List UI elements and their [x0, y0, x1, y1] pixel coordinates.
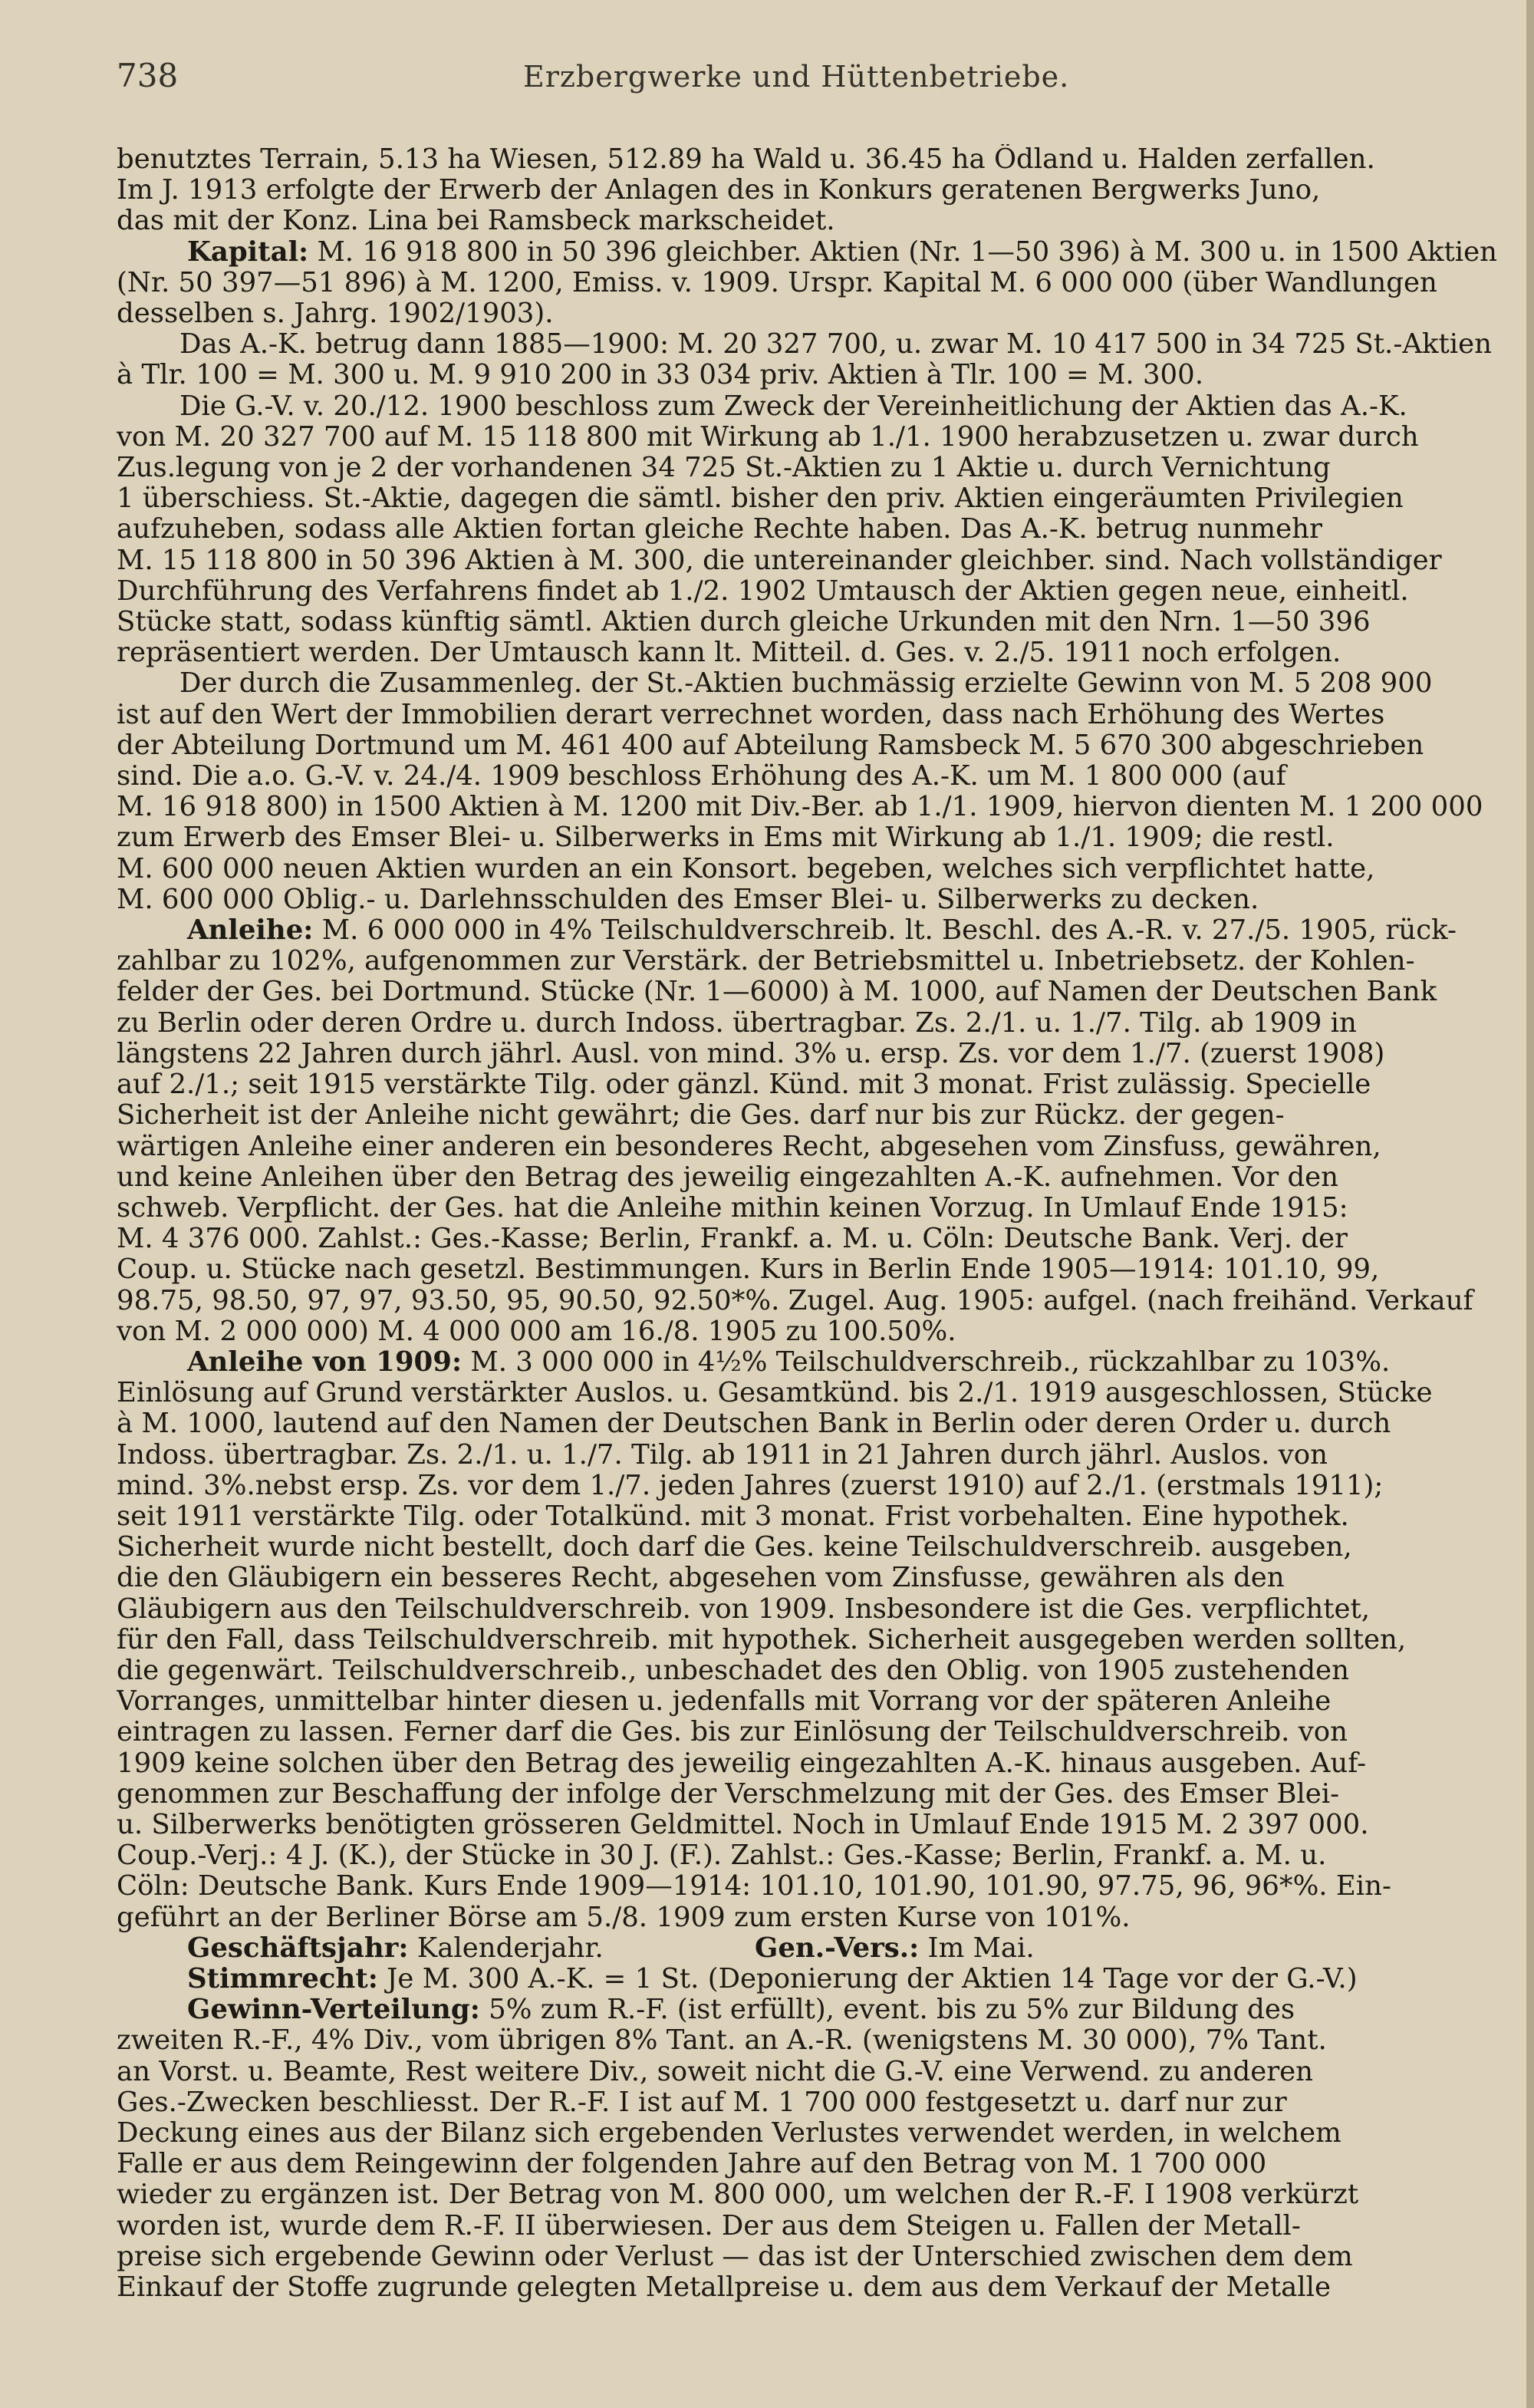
text-line: 98.75, 98.50, 97, 97, 93.50, 95, 90.50, 92.50*%. Zugel. Aug. 1905: aufgel. (nach freihänd. Verkauf: [117, 1285, 1473, 1316]
text-line: Zus.legung von je 2 der vorhandenen 34 725 St.-Aktien zu 1 Aktie u. durch Vernichtung: [117, 453, 1331, 484]
text-line: Gewinn-Verteilung: 5% zum R.-F. (ist erfüllt), event. bis zu 5% zur Bildung des: [187, 1995, 1295, 2026]
text-line: Vorranges, unmittelbar hinter diesen u. jedenfalls mit Vorrang vor der späteren Anleihe: [117, 1686, 1332, 1718]
text-line: der Abteilung Dortmund um M. 461 400 auf Abteilung Ramsbeck M. 5 670 300 abgeschrieben: [117, 730, 1424, 761]
section-lead: Geschäftsjahr:: [187, 1932, 409, 1964]
text-line: Coup.-Verj.: 4 J. (K.), der Stücke in 30 J. (F.). Zahlst.: Ges.-Kasse; Berlin, Frankf. a. M. u.: [117, 1840, 1327, 1872]
text-line: schweb. Verpflicht. der Ges. hat die Anleihe mithin keinen Vorzug. In Umlauf Ende 1915:: [117, 1192, 1348, 1224]
text-line: genommen zur Beschaffung der infolge der Verschmelzung mit der Ges. des Emser Blei-: [117, 1778, 1340, 1810]
paragraph-anleihe-1909: [117, 1347, 1505, 1933]
text-line: Cöln: Deutsche Bank. Kurs Ende 1909—1914: 101.10, 101.90, 101.90, 97.75, 96, 96*%. Ein-: [117, 1871, 1391, 1902]
text-line: aufzuheben, sodass alle Aktien fortan gleiche Rechte haben. Das A.-K. betrug nunmehr: [117, 514, 1322, 545]
text-line: wärtigen Anleihe einer anderen ein besonderes Recht, abgesehen vom Zinsfuss, gewähren,: [117, 1131, 1381, 1162]
section-lead: Gewinn-Verteilung:: [187, 1995, 480, 2026]
text-line: die gegenwärt. Teilschuldverschreib., unbeschadet des den Oblig. von 1905 zustehenden: [117, 1655, 1349, 1686]
text-line: M. 4 376 000. Zahlst.: Ges.-Kasse; Berlin, Frankf. a. M. u. Cöln: Deutsche Bank. Verj. der: [117, 1224, 1348, 1255]
text-line: an Vorst. u. Beamte, Rest weitere Div., soweit nicht die G.-V. eine Verwend. zu anderen: [117, 2056, 1314, 2087]
text-line: worden ist, wurde dem R.-F. II überwiesen. Der aus dem Steigen u. Fallen der Metall-: [117, 2210, 1301, 2242]
text-line: wieder zu ergänzen ist. Der Betrag von M. 800 000, um welchen der R.-F. I 1908 verkürzt: [117, 2179, 1359, 2211]
text-line: Kapital: M. 16 918 800 in 50 396 gleichber. Aktien (Nr. 1—50 396) à M. 300 u. in 1500 Aktien: [187, 236, 1498, 268]
text-line: und keine Anleihen über den Betrag des jeweilig eingezahlten A.-K. aufnehmen. Vor den: [117, 1161, 1339, 1193]
text-line: M. 600 000 neuen Aktien wurden an ein Konsort. begeben, welches sich verpflichtet hatte,: [117, 853, 1375, 884]
text-line: Falle er aus dem Reingewinn der folgenden Jahre auf den Betrag von M. 1 700 000: [117, 2149, 1267, 2180]
text-line: Sicherheit ist der Anleihe nicht gewährt; die Ges. darf nur bis zur Rückz. der gegen-: [117, 1100, 1285, 1132]
text-line: 1909 keine solchen über den Betrag des jeweilig eingezahlten A.-K. hinaus ausgeben. Auf-: [117, 1748, 1367, 1779]
text-line: M. 15 118 800 in 50 396 Aktien à M. 300, die untereinander gleichber. sind. Nach vollständiger: [117, 545, 1442, 576]
text-line: à M. 1000, lautend auf den Namen der Deutschen Bank in Berlin oder deren Order u. durch: [117, 1408, 1391, 1440]
text-line: seit 1911 verstärkte Tilg. oder Totalkünd. mit 3 monat. Frist vorbehalten. Eine hypothek.: [117, 1500, 1349, 1532]
text-line: zweiten R.-F., 4% Div., vom übrigen 8% Tant. an A.-R. (wenigstens M. 30 000), 7% Tant.: [117, 2025, 1327, 2057]
text-line: Gläubigern aus den Teilschuldverschreib. von 1909. Insbesondere ist die Ges. verpflichtet,: [117, 1593, 1371, 1625]
text-line: Das A.-K. betrug dann 1885—1900: M. 20 327 700, u. zwar M. 10 417 500 in 34 725 St.-Aktien: [179, 329, 1492, 361]
text-line: felder der Ges. bei Dortmund. Stücke (Nr. 1—6000) à M. 1000, auf Namen der Deutschen Bank: [117, 977, 1437, 1008]
section-lead: Gen.-Vers.:: [755, 1932, 920, 1964]
paragraph-gewinn-verteilung: [117, 1995, 1505, 2303]
text-line: M. 600 000 Oblig.- u. Darlehnsschulden des Emser Blei- u. Silberwerks zu decken.: [117, 884, 1259, 915]
paragraph-gv-1900: [117, 391, 1505, 669]
text-line: von M. 2 000 000) M. 4 000 000 am 16./8. 1905 zu 100.50%.: [117, 1316, 956, 1347]
section-lead: Stimmrecht:: [187, 1963, 378, 1995]
paragraph-property: [117, 144, 1505, 237]
text-line: das mit der Konz. Lina bei Ramsbeck markscheidet.: [117, 206, 835, 237]
text-line: Anleihe von 1909: M. 3 000 000 in 4½% Teilschuldverschreib., rückzahlbar zu 103%.: [187, 1346, 1391, 1378]
text-line: zu Berlin oder deren Ordre u. durch Indoss. übertragbar. Zs. 2./1. u. 1./7. Tilg. ab 1909 in: [117, 1007, 1357, 1039]
text-line: Stücke statt, sodass künftig sämtl. Aktien durch gleiche Urkunden mit den Nrn. 1—50 396: [117, 607, 1371, 638]
text-line: zahlbar zu 102%, aufgenommen zur Verstärk. der Betriebsmittel u. Inbetriebsetz. der Kohlen-: [117, 946, 1415, 977]
text-line: 1 überschiess. St.-Aktie, dagegen die sämtl. bisher den priv. Aktien eingeräumten Privilegien: [117, 483, 1404, 515]
text-line: u. Silberwerks benötigten grösseren Geldmittel. Noch in Umlauf Ende 1915 M. 2 397 000.: [117, 1809, 1369, 1840]
text-line: sind. Die a.o. G.-V. v. 24./4. 1909 beschloss Erhöhung des A.-K. um M. 1 800 000 (auf: [117, 761, 1286, 792]
text-line: Coup. u. Stücke nach gesetzl. Bestimmungen. Kurs in Berlin Ende 1905—1914: 101.10, 99,: [117, 1254, 1380, 1286]
text-line: längstens 22 Jahren durch jährl. Ausl. von mind. 3% u. ersp. Zs. vor dem 1./7. (zuerst 1908): [117, 1038, 1385, 1069]
paragraph-ak-history: [117, 329, 1505, 390]
page-edge: [1526, 0, 1534, 2408]
page-header: [117, 57, 1505, 110]
geschaeftsjahr: Geschäftsjahr: Kalenderjahr.: [187, 1932, 604, 1964]
text-line: repräsentiert werden. Der Umtausch kann lt. Mitteil. d. Ges. v. 2./5. 1911 noch erfolgen.: [117, 637, 1341, 669]
text-line: Stimmrecht: Je M. 300 A.-K. = 1 St. (Deponierung der Aktien 14 Tage vor der G.-V.): [187, 1963, 1358, 1995]
text-line: auf 2./1.; seit 1915 verstärkte Tilg. oder gänzl. Künd. mit 3 monat. Frist zulässig. Specielle: [117, 1069, 1371, 1101]
text-line: (Nr. 50 397—51 896) à M. 1200, Emiss. v. 1909. Urspr. Kapital M. 6 000 000 (über Wandlungen: [117, 267, 1437, 298]
text-line: ist auf den Wert der Immobilien derart verrechnet worden, dass nach Erhöhung des Wertes: [117, 699, 1385, 730]
text-line: eintragen zu lassen. Ferner darf die Ges. bis zur Einlösung der Teilschuldverschreib. von: [117, 1717, 1348, 1748]
page-number: 738: [117, 57, 179, 94]
gen-vers: Gen.-Vers.: Im Mai.: [755, 1932, 1035, 1964]
running-title: Erzbergwerke und Hüttenbetriebe.: [523, 60, 1070, 94]
text-line: desselben s. Jahrg. 1902/1903).: [117, 298, 554, 330]
text-line: benutztes Terrain, 5.13 ha Wiesen, 512.89 ha Wald u. 36.45 ha Ödland u. Halden zerfallen.: [117, 144, 1375, 175]
text-line: geführt an der Berliner Börse am 5./8. 1909 zum ersten Kurse von 101%.: [117, 1902, 1131, 1933]
paragraph-kapital: [117, 237, 1505, 330]
text-line: preise sich ergebende Gewinn oder Verlust — das ist der Unterschied zwischen dem dem: [117, 2241, 1353, 2272]
text-line: Einkauf der Stoffe zugrunde gelegten Metallpreise u. dem aus dem Verkauf der Metalle: [117, 2272, 1332, 2304]
text-line: Anleihe: M. 6 000 000 in 4% Teilschuldverschreib. lt. Beschl. des A.-R. v. 27./5. 1905, rück-: [187, 915, 1457, 947]
meta-row: [117, 1933, 1505, 1964]
text-line: Durchführung des Verfahrens findet ab 1./2. 1902 Umtausch der Aktien gegen neue, einheitl.: [117, 575, 1409, 607]
text-line: à Tlr. 100 = M. 300 u. M. 9 910 200 in 33 034 priv. Aktien à Tlr. 100 = M. 300.: [117, 360, 1204, 391]
text-line: Im J. 1913 erfolgte der Erwerb der Anlagen des in Konkurs geratenen Bergwerks Juno,: [117, 175, 1321, 206]
section-lead: Anleihe von 1909:: [187, 1346, 463, 1378]
paragraph-zusammenlegung: [117, 668, 1505, 915]
paragraph-stimmrecht: [117, 1964, 1505, 1995]
text-line: Der durch die Zusammenleg. der St.-Aktien buchmässig erzielte Gewinn von M. 5 208 900: [179, 668, 1433, 700]
text-line: Die G.-V. v. 20./12. 1900 beschloss zum Zweck der Vereinheitlichung der Aktien das A.-K.: [179, 390, 1407, 422]
text-line: Ges.-Zwecken beschliesst. Der R.-F. I ist auf M. 1 700 000 festgesetzt u. darf nur zur: [117, 2087, 1287, 2118]
text-line: zum Erwerb des Emser Blei- u. Silberwerks in Ems mit Wirkung ab 1./1. 1909; die restl.: [117, 822, 1335, 854]
paragraph-anleihe: [117, 915, 1505, 1347]
text-line: für den Fall, dass Teilschuldverschreib. mit hypothek. Sicherheit ausgegeben werden sollten,: [117, 1624, 1407, 1655]
text-line: Indoss. übertragbar. Zs. 2./1. u. 1./7. Tilg. ab 1911 in 21 Jahren durch jährl. Auslos. von: [117, 1439, 1328, 1471]
text-line: Sicherheit wurde nicht bestellt, doch darf die Ges. keine Teilschuldverschreib. ausgeben,: [117, 1532, 1352, 1563]
text-line: M. 16 918 800) in 1500 Aktien à M. 1200 mit Div.-Ber. ab 1./1. 1909, hiervon dienten M. 1 200 000: [117, 792, 1483, 823]
section-lead: Anleihe:: [187, 915, 314, 947]
text-line: die den Gläubigern ein besseres Recht, abgesehen vom Zinsfusse, gewähren als den: [117, 1563, 1285, 1594]
text-line: Deckung eines aus der Bilanz sich ergebenden Verlustes verwendet werden, in welchem: [117, 2118, 1341, 2149]
text-line: Einlösung auf Grund verstärkter Auslos. u. Gesamtkünd. bis 2./1. 1919 ausgeschlossen, Stücke: [117, 1378, 1433, 1409]
section-lead: Kapital:: [187, 236, 309, 268]
page-body: [117, 144, 1505, 2303]
text-line: von M. 20 327 700 auf M. 15 118 800 mit Wirkung ab 1./1. 1900 herabzusetzen u. zwar durch: [117, 421, 1419, 453]
text-line: mind. 3%.nebst ersp. Zs. vor dem 1./7. jeden Jahres (zuerst 1910) auf 2./1. (erstmals 1911);: [117, 1470, 1384, 1501]
